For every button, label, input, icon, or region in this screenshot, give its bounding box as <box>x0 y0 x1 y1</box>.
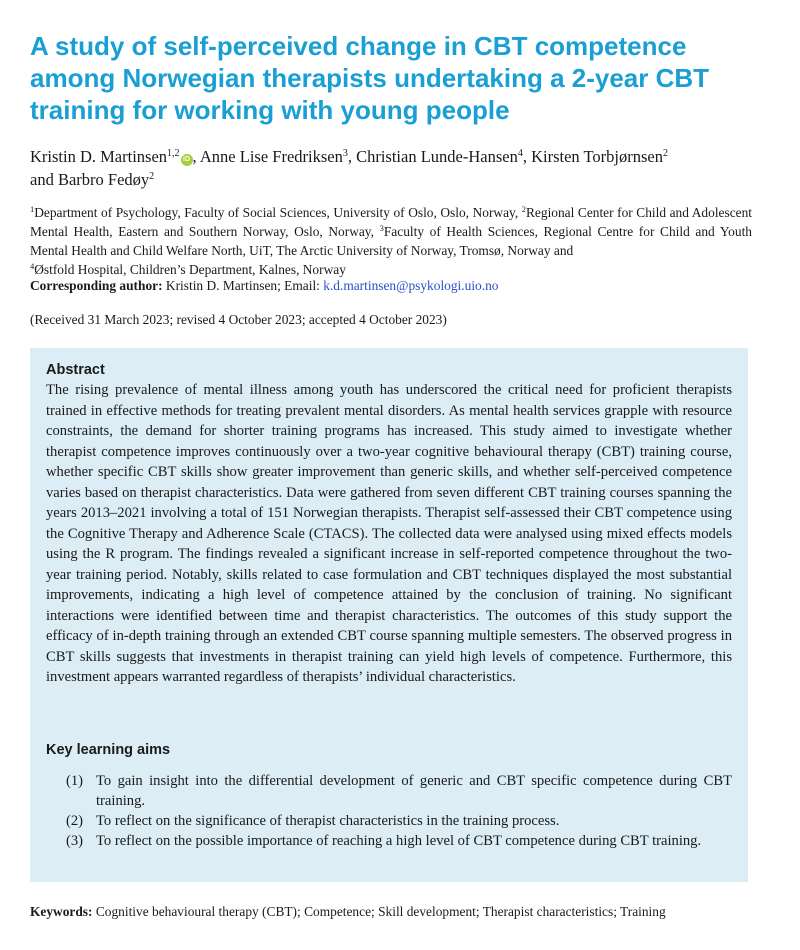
aims-item <box>66 811 732 831</box>
corresponding-author <box>30 276 770 295</box>
author-list: Kristin D. Martinsen$^{1,2}$iD , Anne Lise Fredriksen$^3$, Christian Lunde-Hansen$^4$, Kirsten Torbjørnsen$^2$ and Barbro Fedøy$^2$ <box>30 147 669 189</box>
email-link[interactable]: k.d.martinsen@psykologi.uio.no <box>323 278 499 293</box>
aims-item <box>66 831 732 851</box>
author-affil-sup: 2 <box>663 148 669 159</box>
affil-sup: 1 <box>30 204 35 214</box>
aims-item-number: (3) <box>66 833 84 849</box>
aims-item <box>66 771 732 811</box>
affil-text: Department of Psychology, Faculty of Social Sciences, University of Oslo, Oslo, Norway, <box>34 205 522 220</box>
aims-item-number: (2) <box>66 813 84 829</box>
abstract-text: The rising prevalence of mental illness among youth has underscored the critical need for proficient therapists trained in effective methods for treating prevalent mental disorders. As mental health services grapple with resource constraints, the demand for shorter training programs has increased. This study aimed to investigate whether therapist competence improves continuously over a two-year cognitive behavioural therapy (CBT) training course, whether specific CBT skills show greater improvement than generic skills, and whether self-perceived competence varies based on therapist characteristics. Data were gathered from seven different CBT training courses spanning the years 2013–2021 involving a total of 151 Norwegian therapists. Therapist self-assessed their CBT competence using the Cognitive Therapy and Adherence Scale (CTACS). The collected data were analysed using mixed effects models using the R program. The findings revealed a significant increase in self-reported competence throughout the two-year training period. Notably, skills related to case formulation and CBT techniques displayed the most substantial improvements, indicating a high level of competence attained by the conclusion of training. No significant interactions were identified between time and therapist characteristics. The outcomes of this study support the efficacy of in-depth training through an extended CBT course spanning multiple semesters. The observed progress in CBT skills suggests that investments in therapist training can yield high levels of competence. Furthermore, this investment appears warranted regardless of therapists’ individual characteristics. <box>46 382 732 685</box>
affiliations <box>30 203 752 279</box>
author-affil-sup: 4 <box>517 148 523 159</box>
authors-and: and <box>30 170 54 189</box>
corresponding-label: Corresponding author: <box>30 278 163 293</box>
affil-text: Faculty of Health Sciences, Regional Centre for Child and Youth Mental Health and Child Welfare North, UiT, The Arctic University of Norway, Tromsø, Norway and <box>30 224 752 258</box>
aims-item-text: To gain insight into the differential development of generic and CBT specific competence during CBT training. <box>96 773 732 809</box>
corresponding-text: Kristin D. Martinsen; Email: <box>162 278 324 293</box>
affil-text: Regional Center for Child and Adolescent Mental Health, Eastern and Southern Norway, Oslo, Norway, <box>30 205 752 239</box>
author-name: Kirsten Torbjørnsen <box>531 147 664 166</box>
author-name: Kristin D. Martinsen <box>30 147 168 166</box>
aims-heading: Key learning aims <box>46 742 171 758</box>
received-dates: (Received 31 March 2023; revised 4 October 2023; accepted 4 October 2023) <box>30 312 447 327</box>
affil-text: Østfold Hospital, Children’s Department, Kalnes, Norway <box>34 262 346 277</box>
aims-item-text: To reflect on the possible importance of reaching a high level of CBT competence during CBT training. <box>96 833 702 849</box>
abstract-box <box>30 348 748 882</box>
aims-list <box>66 771 732 851</box>
author-name: Barbro Fedøy <box>57 170 150 189</box>
author-affil-sup: 2 <box>149 171 155 182</box>
affil-sup: 2 <box>521 204 526 214</box>
keywords-label: Keywords: <box>30 904 93 919</box>
author-name: Christian Lunde-Hansen <box>356 147 518 166</box>
author-name: Anne Lise Fredriksen <box>199 147 343 166</box>
keywords <box>30 902 770 921</box>
abstract-heading: Abstract <box>46 362 105 378</box>
affil-sup: 4 <box>30 261 35 271</box>
author-affil-sup: 3 <box>342 148 348 159</box>
aims-item-text: To reflect on the significance of therapist characteristics in the training process. <box>96 813 560 829</box>
paper-title: A study of self-perceived change in CBT competence among Norwegian therapists undertaking a 2-year CBT training for working with young people <box>30 31 710 125</box>
aims-item-number: (1) <box>66 773 84 789</box>
keywords-text: Cognitive behavioural therapy (CBT); Competence; Skill development; Therapist characteristics; Training <box>92 904 666 919</box>
affil-sup: 3 <box>379 223 384 233</box>
orcid-icon[interactable]: iD <box>181 154 193 166</box>
author-affil-sup: 1,2 <box>167 148 180 159</box>
